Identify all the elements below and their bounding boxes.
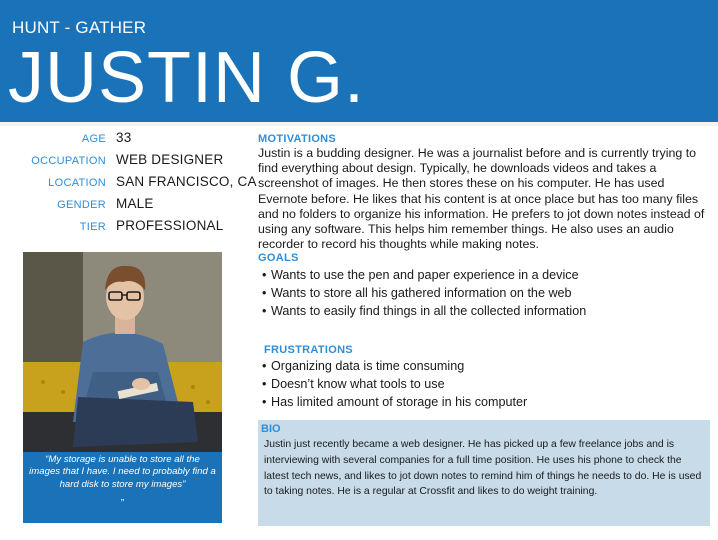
- fact-label: TIER: [79, 221, 106, 233]
- goal-text: Wants to use the pen and paper experience in a device: [271, 268, 579, 282]
- fact-value: 33: [116, 130, 132, 145]
- fact-value: MALE: [116, 196, 154, 211]
- bullet-icon: •: [262, 304, 267, 318]
- fact-label: GENDER: [57, 199, 106, 211]
- bio-title: BIO: [261, 423, 281, 435]
- header-divider: [0, 122, 718, 126]
- fact-occupation: [0, 152, 250, 172]
- goals-title: GOALS: [258, 252, 299, 264]
- goals-list: [262, 266, 586, 320]
- header-banner: [0, 0, 718, 122]
- motivations-title: MOTIVATIONS: [258, 133, 337, 145]
- fact-location: [0, 174, 257, 194]
- goal-text: Wants to store all his gathered information on the web: [271, 286, 572, 300]
- list-item: [262, 284, 586, 302]
- frustration-text: Has limited amount of storage in his computer: [271, 395, 528, 409]
- bullet-icon: •: [262, 395, 267, 409]
- fact-gender: [0, 196, 250, 216]
- persona-photo-card: [23, 252, 222, 523]
- bullet-icon: •: [262, 268, 267, 282]
- frustration-text: Organizing data is time consuming: [271, 359, 465, 373]
- frustrations-title: FRUSTRATIONS: [264, 344, 353, 356]
- fact-value: SAN FRANCISCO, CA: [116, 174, 257, 189]
- bullet-icon: •: [262, 377, 267, 391]
- bio-box: [258, 420, 710, 526]
- goal-text: Wants to easily find things in all the collected information: [271, 304, 587, 318]
- bullet-icon: •: [262, 359, 267, 373]
- fact-label: LOCATION: [48, 177, 106, 189]
- list-item: [262, 357, 527, 375]
- fact-age: [0, 130, 250, 150]
- bullet-icon: •: [262, 286, 267, 300]
- motivations-text: Justin is a budding designer. He was a journalist before and is currently trying to find everything about design. Typically, he downloads videos and takes a screenshot of images. He then stores these on his computer. He has used Evernote before. He likes that his content is at once place but has too many files and no folders to organize his information. He prefers to jot down notes instead of using any software. This helps him remember things. He also uses an audio recorder to record his thoughts while making notes.: [258, 146, 705, 252]
- fact-value: PROFESSIONAL: [116, 218, 224, 233]
- persona-name: JUSTIN G.: [8, 38, 366, 118]
- quote-mark: ”: [120, 498, 125, 509]
- bio-text: Justin just recently became a web designer. He has picked up a few freelance jobs and is interviewing with several companies for a full time position. He uses his phone to check the latest tech news, and likes to jot down notes to remind him of things he needs to do. He is used to taking notes. He is a regular at Crossfit and likes to do weight training.: [264, 439, 702, 498]
- frustration-text: Doesn’t know what tools to use: [271, 377, 445, 391]
- list-item: [262, 375, 527, 393]
- fact-tier: [0, 218, 250, 238]
- persona-photo: [23, 252, 222, 452]
- list-item: [262, 266, 586, 284]
- fact-label: AGE: [81, 133, 106, 145]
- persona-quote: “My storage is unable to store all the images that I have. I need to probably find a hard disk to store my images”: [29, 454, 216, 490]
- frustrations-list: [262, 357, 527, 411]
- fact-label: OCCUPATION: [31, 155, 106, 167]
- list-item: [262, 393, 527, 411]
- list-item: [262, 302, 586, 320]
- fact-value: WEB DESIGNER: [116, 152, 224, 167]
- persona-category: HUNT - GATHER: [12, 18, 147, 37]
